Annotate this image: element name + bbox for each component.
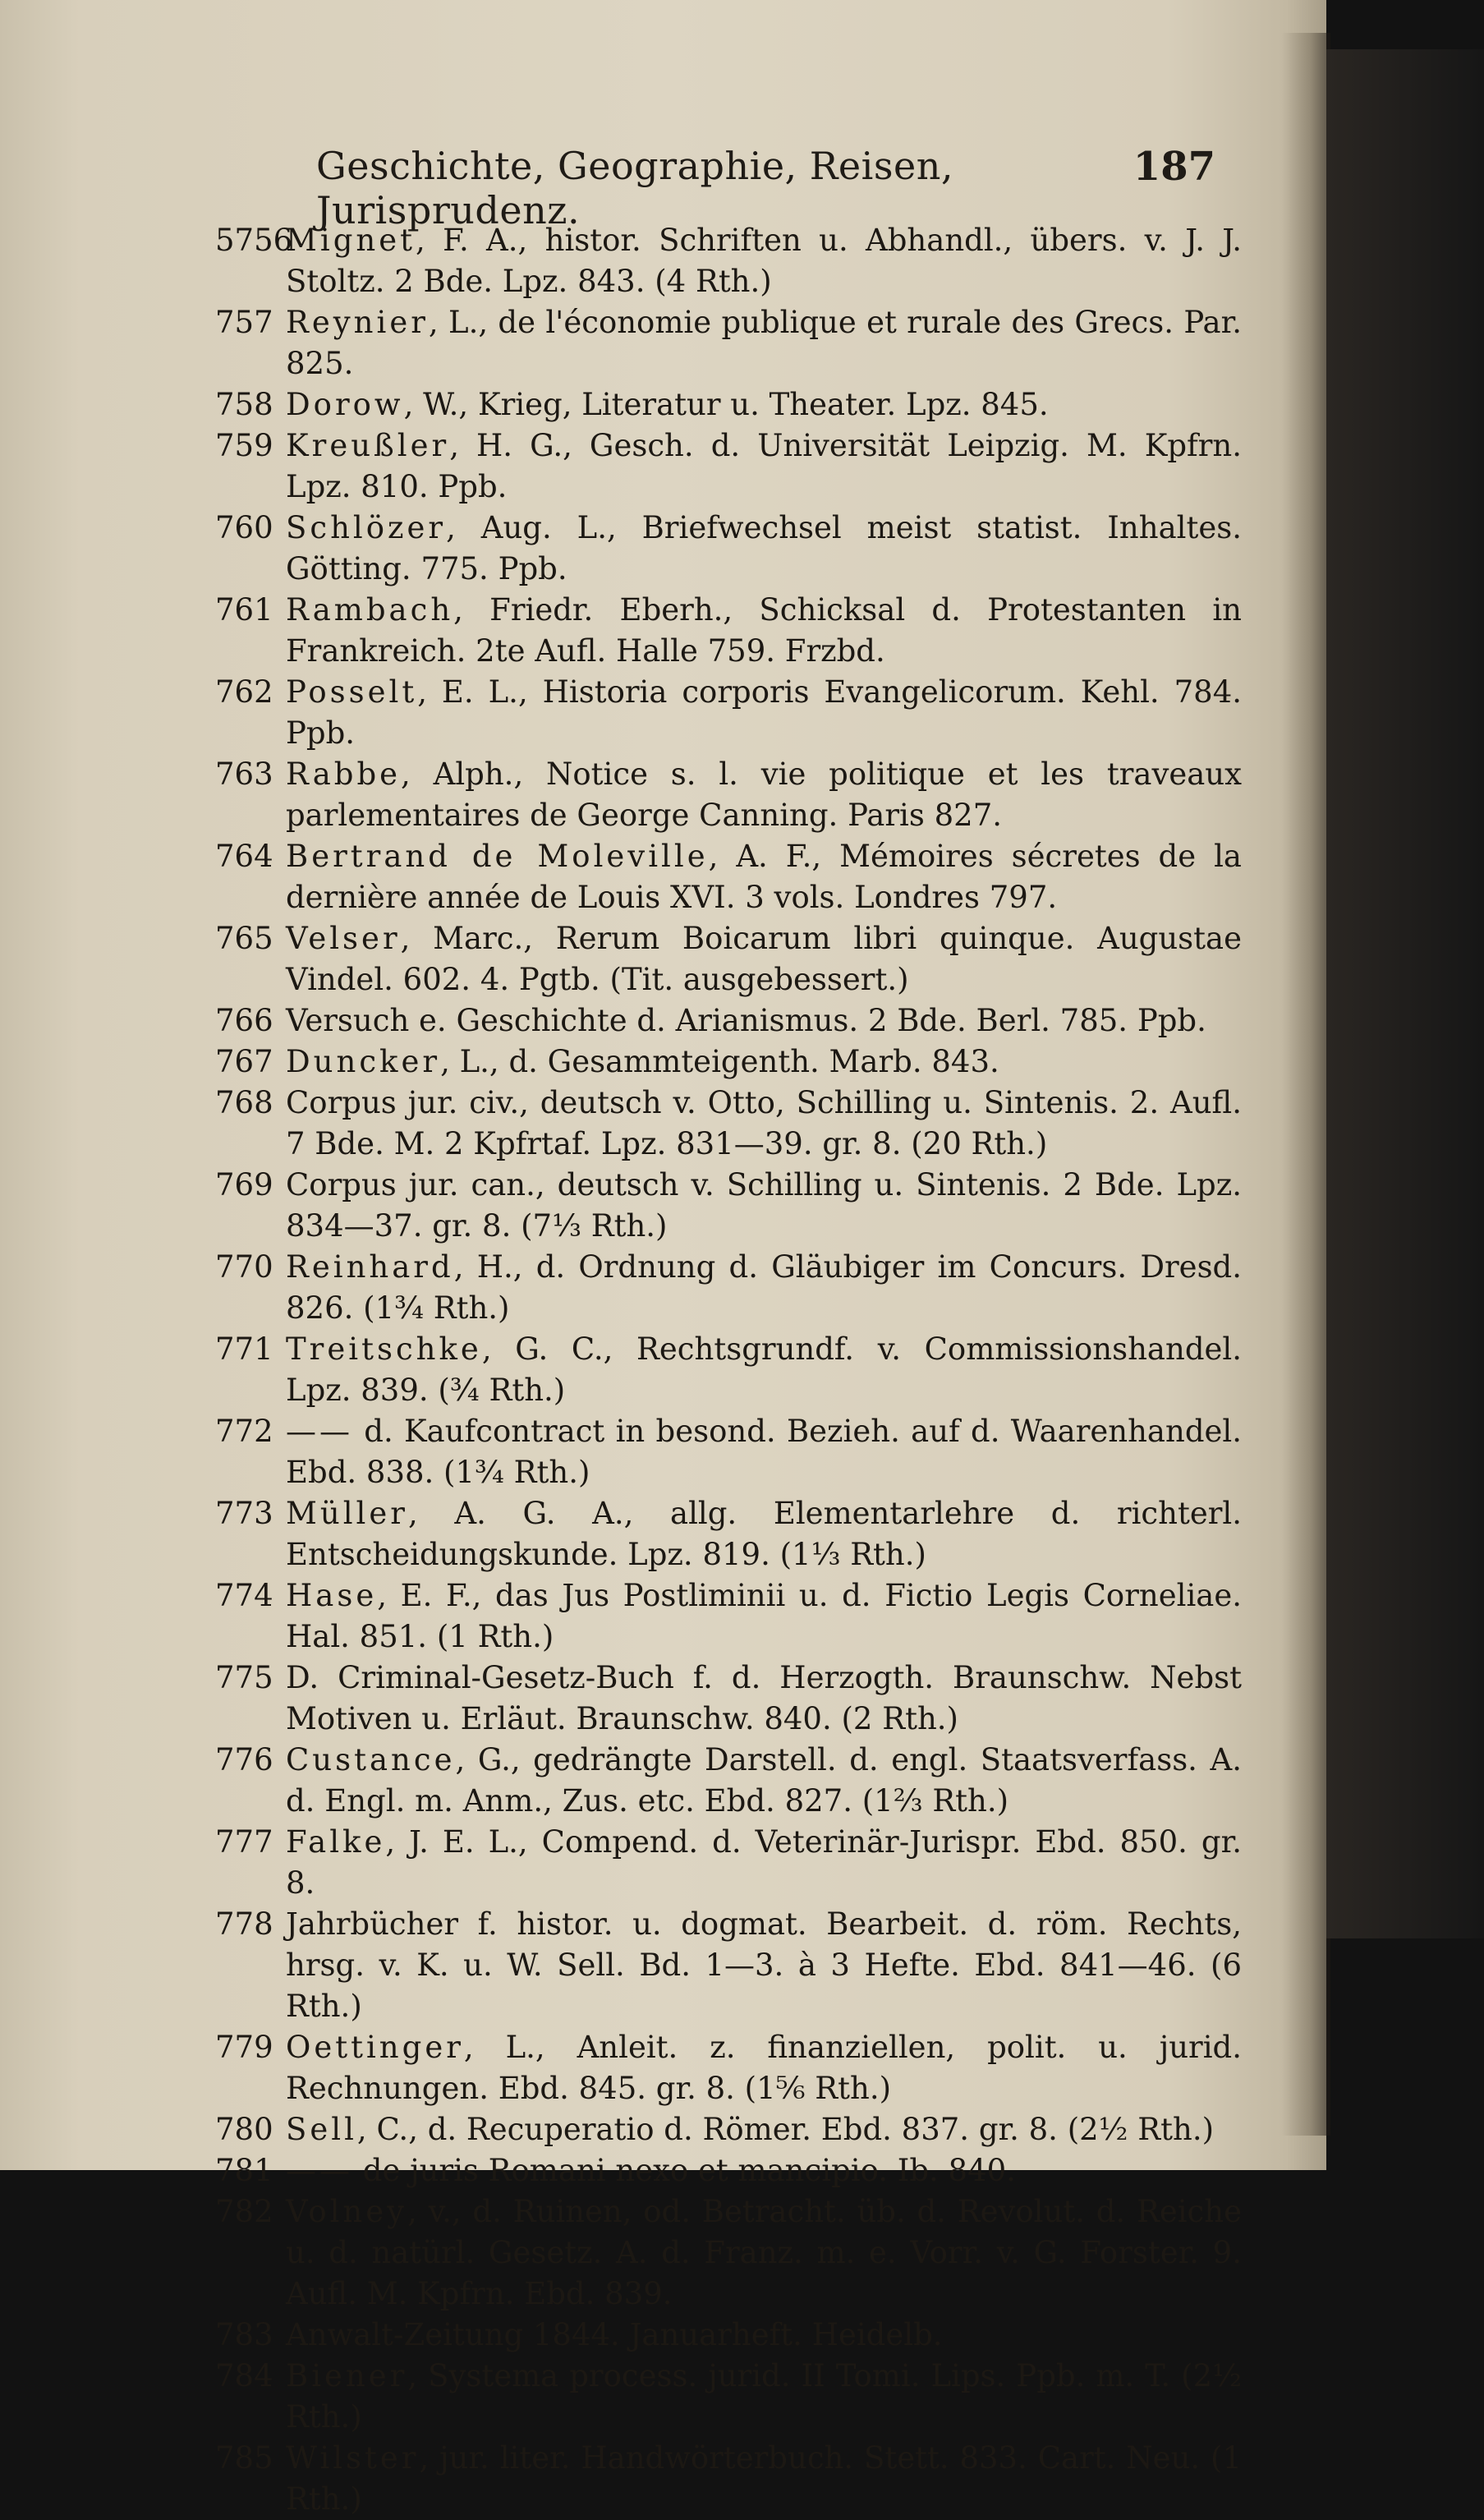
- catalog-entry: [215, 1904, 1242, 2027]
- entry-number: 761: [215, 592, 273, 628]
- catalog-entry: [215, 508, 1242, 590]
- entry-number: 779: [215, 2030, 273, 2065]
- entry-number: 765: [215, 921, 273, 956]
- catalog-entry: [215, 2438, 1242, 2520]
- entry-number: 778: [215, 1906, 273, 1942]
- entry-description: Jahrbücher f. histor. u. dogmat. Bearbeit. d. röm. Rechts, hrsg. v. K. u. W. Sell. Bd. 1—3. à 3 Hefte. Ebd. 841—46. (6 Rth.): [286, 1906, 1242, 2024]
- entry-description: , v., d. Ruinen, od. Betracht. üb. d. Revolut. d. Reiche u. d. natürl. Gesetz. A. d. Franz. m. e. Vorr. v. G. Forster. 9. Aufl. M. Kpfrn. Ebd. 839.: [286, 2194, 1242, 2311]
- entry-description: d. Kaufcontract in besond. Bezieh. auf d. Waarenhandel. Ebd. 838. (1¾ Rth.): [286, 1414, 1242, 1490]
- entry-number: 772: [215, 1414, 273, 1449]
- catalog-entry: [215, 1740, 1242, 1822]
- entry-description: , L., de l'économie publique et rurale des Grecs. Par. 825.: [286, 305, 1242, 381]
- entry-description: de juris Romani nexo et mancipio. Ib. 840.: [353, 2153, 1016, 2188]
- catalog-entry: [215, 918, 1242, 1000]
- entry-text: [286, 1042, 1242, 1083]
- entry-number: 760: [215, 510, 273, 545]
- entry-author: Velser: [286, 921, 401, 956]
- entry-text: [286, 1575, 1242, 1658]
- entry-author: Bertrand de Moleville: [286, 839, 709, 874]
- entry-description: , Systema process. jurid. II Tomi. Lips. Ppb. m. T. (2½ Rth.): [286, 2358, 1242, 2435]
- entry-text: [286, 508, 1242, 590]
- entry-author: Wilster: [286, 2440, 420, 2476]
- entry-description: , J. E. L., Compend. d. Veterinär-Jurispr. Ebd. 850. gr. 8.: [286, 1824, 1242, 1901]
- entry-number: 759: [215, 428, 273, 463]
- entry-author: Volney: [286, 2194, 408, 2229]
- entry-description: , W., Krieg, Literatur u. Theater. Lpz. 845.: [403, 387, 1049, 422]
- entry-description: , F. A., histor. Schriften u. Abhandl., übers. v. J. J. Stoltz. 2 Bde. Lpz. 843. (4 Rth.): [286, 223, 1242, 299]
- entry-text: [286, 302, 1242, 384]
- entry-author: Treitschke: [286, 1331, 482, 1367]
- entry-description: , jur. liter. Handwörterbuch. Stett. 833. Cart. Neu. (1 Rth.): [286, 2440, 1242, 2517]
- entry-description: , Aug. L., Briefwechsel meist statist. Inhaltes. Götting. 775. Ppb.: [286, 510, 1242, 586]
- entry-number: 763: [215, 756, 273, 792]
- entry-text: [286, 220, 1242, 302]
- entry-number: 780: [215, 2112, 273, 2147]
- entry-description: , Friedr. Eberh., Schicksal d. Protestanten in Frankreich. 2te Aufl. Halle 759. Frzbd.: [286, 592, 1242, 669]
- catalog-entry: [215, 384, 1242, 425]
- entry-description: Corpus jur. civ., deutsch v. Otto, Schilling u. Sintenis. 2. Aufl. 7 Bde. M. 2 Kpfrtaf. Lpz. 831—39. gr. 8. (20 Rth.): [286, 1085, 1242, 1161]
- entry-number: 781: [215, 2153, 273, 2188]
- entry-description: Versuch e. Geschichte d. Arianismus. 2 Bde. Berl. 785. Ppb.: [286, 1003, 1206, 1038]
- catalog-entry: [215, 2191, 1242, 2315]
- catalog-entries: [215, 220, 1242, 2520]
- catalog-entry: [215, 1247, 1242, 1329]
- entry-text: [286, 425, 1242, 508]
- entry-author: Schlözer: [286, 510, 447, 545]
- entry-text: [286, 1411, 1242, 1493]
- book-edge: [1326, 49, 1484, 1938]
- entry-number: 770: [215, 1249, 273, 1285]
- entry-text: [286, 2027, 1242, 2109]
- entry-description: , A. G. A., allg. Elementarlehre d. richterl. Entscheidungskunde. Lpz. 819. (1⅓ Rth.): [286, 1496, 1242, 1572]
- entry-author: Sell: [286, 2112, 357, 2147]
- entry-text: [286, 2438, 1242, 2520]
- entry-number: 782: [215, 2194, 273, 2229]
- entry-number: 774: [215, 1578, 273, 1613]
- entry-text: [286, 2150, 1242, 2191]
- entry-number: 764: [215, 839, 273, 874]
- entry-description: , E. L., Historia corporis Evangelicorum. Kehl. 784. Ppb.: [286, 674, 1242, 751]
- entry-number: 784: [215, 2358, 273, 2394]
- entry-description: Corpus jur. can., deutsch v. Schilling u. Sintenis. 2 Bde. Lpz. 834—37. gr. 8. (7⅓ Rth.): [286, 1167, 1242, 1244]
- catalog-entry: [215, 2027, 1242, 2109]
- catalog-entry: [215, 1042, 1242, 1083]
- entry-description: , H. G., Gesch. d. Universität Leipzig. M. Kpfrn. Lpz. 810. Ppb.: [286, 428, 1242, 504]
- entry-text: [286, 1904, 1242, 2027]
- entry-number: 762: [215, 674, 273, 710]
- entry-text: [286, 2191, 1242, 2315]
- entry-author: Reynier: [286, 305, 429, 340]
- page-gutter-shadow: [1281, 33, 1330, 2136]
- catalog-entry: [215, 836, 1242, 918]
- catalog-entry: [215, 1329, 1242, 1411]
- entry-text: [286, 1493, 1242, 1575]
- entry-text: [286, 672, 1242, 754]
- entry-description: , H., d. Ordnung d. Gläubiger im Concurs. Dresd. 826. (1¾ Rth.): [286, 1249, 1242, 1326]
- entry-text: [286, 1247, 1242, 1329]
- catalog-entry: [215, 425, 1242, 508]
- entry-author: Duncker: [286, 1044, 441, 1079]
- entry-text: [286, 918, 1242, 1000]
- entry-number: 776: [215, 1742, 273, 1777]
- entry-text: [286, 590, 1242, 672]
- running-header: [316, 144, 1215, 232]
- entry-text: [286, 836, 1242, 918]
- catalog-entry: [215, 754, 1242, 836]
- catalog-entry: [215, 1822, 1242, 1904]
- catalog-entry: [215, 2315, 1242, 2356]
- entry-description: , C., d. Recuperatio d. Römer. Ebd. 837. gr. 8. (2½ Rth.): [356, 2112, 1215, 2147]
- catalog-entry: [215, 1575, 1242, 1658]
- entry-author: Müller: [286, 1496, 408, 1531]
- entry-author: Mignet: [286, 223, 416, 258]
- catalog-entry: [215, 1658, 1242, 1740]
- entry-author: Kreußler: [286, 428, 450, 463]
- entry-text: [286, 1083, 1242, 1165]
- entry-number: 771: [215, 1331, 273, 1367]
- entry-text: [286, 1329, 1242, 1411]
- entry-text: [286, 2109, 1242, 2150]
- catalog-entry: [215, 590, 1242, 672]
- entry-author: ——: [286, 1414, 353, 1449]
- entry-description: , L., Anleit. z. finanziellen, polit. u. jurid. Rechnungen. Ebd. 845. gr. 8. (1⅚ Rth.): [286, 2030, 1242, 2106]
- entry-text: [286, 1000, 1242, 1042]
- entry-description: , G., gedrängte Darstell. d. engl. Staatsverfass. A. d. Engl. m. Anm., Zus. etc. Ebd. 827. (1⅔ Rth.): [286, 1742, 1242, 1819]
- entry-description: , L., d. Gesammteigenth. Marb. 843.: [440, 1044, 999, 1079]
- entry-number: 758: [215, 387, 273, 422]
- entry-description: , A. F., Mémoires sécretes de la dernière année de Louis XVI. 3 vols. Londres 797.: [286, 839, 1242, 915]
- entry-author: Dorow: [286, 387, 404, 422]
- entry-text: [286, 2315, 1242, 2356]
- entry-author: ——: [286, 2153, 353, 2188]
- catalog-entry: [215, 302, 1242, 384]
- catalog-entry: [215, 1411, 1242, 1493]
- entry-number: 775: [215, 1660, 273, 1695]
- entry-description: , G. C., Rechtsgrundf. v. Commissionshandel. Lpz. 839. (¾ Rth.): [286, 1331, 1242, 1408]
- entry-author: Hase: [286, 1578, 378, 1613]
- catalog-entry: [215, 1083, 1242, 1165]
- entry-number: 777: [215, 1824, 273, 1860]
- page-number: 187: [1133, 144, 1215, 190]
- entry-description: , E. F., das Jus Postliminii u. d. Fictio Legis Corneliae. Hal. 851. (1 Rth.): [286, 1578, 1242, 1654]
- catalog-entry: [215, 672, 1242, 754]
- catalog-entry: [215, 2150, 1242, 2191]
- entry-number: 767: [215, 1044, 273, 1079]
- entry-text: [286, 1658, 1242, 1740]
- header-title: Geschichte, Geographie, Reisen, Jurisprudenz.: [316, 144, 953, 232]
- entry-number: 783: [215, 2317, 273, 2352]
- entry-number: 785: [215, 2440, 273, 2476]
- catalog-entry: [215, 1493, 1242, 1575]
- entry-number: 768: [215, 1085, 273, 1120]
- entry-text: [286, 754, 1242, 836]
- entry-text: [286, 1165, 1242, 1247]
- entry-number: 769: [215, 1167, 273, 1203]
- entry-description: , Marc., Rerum Boicarum libri quinque. Augustae Vindel. 602. 4. Pgtb. (Tit. ausgebessert.): [286, 921, 1242, 997]
- entry-number: 773: [215, 1496, 273, 1531]
- entry-number: 757: [215, 305, 273, 340]
- entry-author: Custance: [286, 1742, 456, 1777]
- entry-author: Posselt: [286, 674, 418, 710]
- entry-author: Oettinger: [286, 2030, 464, 2065]
- entry-description: Anwalt-Zeitung 1844. Januarheft. Heidelb.: [286, 2317, 943, 2352]
- entry-text: [286, 2356, 1242, 2438]
- entry-author: Reinhard: [286, 1249, 454, 1285]
- catalog-entry: [215, 2109, 1242, 2150]
- entry-text: [286, 1822, 1242, 1904]
- catalog-entry: [215, 2356, 1242, 2438]
- entry-description: D. Criminal-Gesetz-Buch f. d. Herzogth. Braunschw. Nebst Motiven u. Erläut. Braunschw. 840. (2 Rth.): [286, 1660, 1242, 1736]
- catalog-entry: [215, 220, 1242, 302]
- entry-author: Falke: [286, 1824, 386, 1860]
- entry-number: 766: [215, 1003, 273, 1038]
- catalog-entry: [215, 1165, 1242, 1247]
- entry-author: Rabbe: [286, 756, 402, 792]
- entry-text: [286, 384, 1242, 425]
- entry-description: , Alph., Notice s. l. vie politique et les traveaux parlementaires de George Canning. Paris 827.: [286, 756, 1242, 833]
- entry-text: [286, 1740, 1242, 1822]
- entry-author: Rambach: [286, 592, 454, 628]
- entry-author: Biener: [286, 2358, 408, 2394]
- catalog-entry: [215, 1000, 1242, 1042]
- entry-number: 5756: [215, 223, 293, 258]
